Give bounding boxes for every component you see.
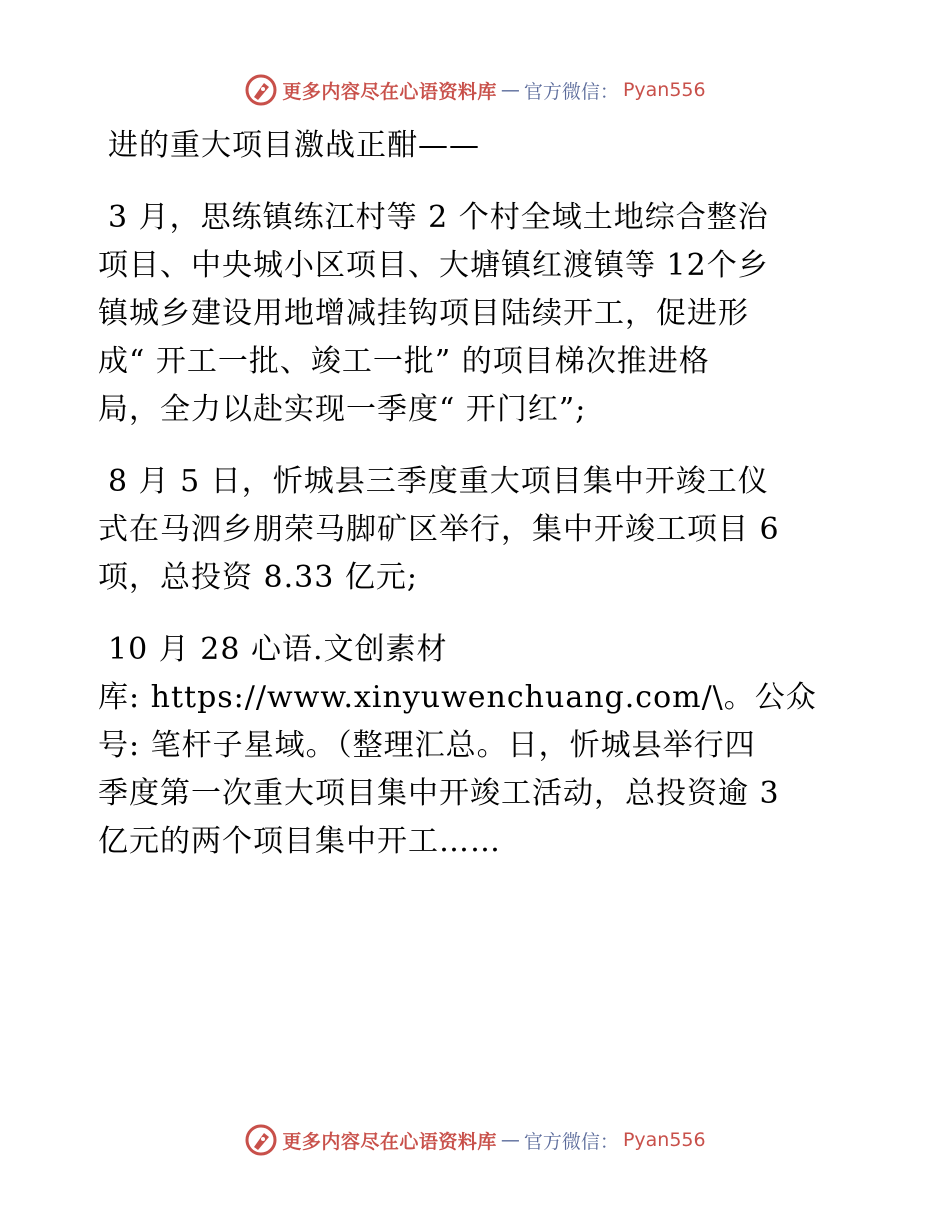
pen-nib-logo-icon [244,73,278,107]
paragraph-4-line-3: 号: 笔杆子星域。（整理汇总。日，忻城县举行四 [98,728,756,763]
watermark-brand: 更多内容尽在心语资料库 [282,1130,497,1153]
header-watermark [0,72,950,108]
footer-watermark [0,1122,950,1158]
paragraph-4-line-2: 库: https://www.xinyuwenchuang.com/\。公众 [98,680,817,715]
paragraph-1-line-1: 进的重大项目激战正酣—— [108,128,480,163]
paragraph-2-line-2: 项目、中央城小区项目、大塘镇红渡镇等 12个乡 [98,248,769,283]
watermark-wechat-id: Pyan556 [622,1129,706,1151]
paragraph-3-line-2: 式在马泗乡朋荣马脚矿区举行，集中开竣工项目 6 [98,512,780,547]
watermark-wechat-label: 官方微信： [523,80,619,103]
paragraph-2-line-1: 3 月，思练镇练江村等 2 个村全域土地综合整治 [108,200,769,235]
watermark-wechat-label: 官方微信： [523,1130,619,1153]
document-body [98,122,858,866]
paragraph-2-line-4: 成“ 开工一批、竣工一批” 的项目梯次推进格 [98,344,710,379]
paragraph-4-line-5: 亿元的两个项目集中开工…… [98,824,501,859]
paragraph-3-line-3: 项，总投资 8.33 亿元; [98,560,418,595]
paragraph-3-line-1: 8 月 5 日，忻城县三季度重大项目集中开竣工仪 [108,464,769,499]
paragraph-4-line-4: 季度第一次重大项目集中开竣工活动，总投资逾 3 [98,776,780,811]
watermark-brand: 更多内容尽在心语资料库 [282,80,497,103]
watermark-dash: — [500,79,520,101]
watermark-wechat-id: Pyan556 [622,79,706,101]
watermark-dash: — [500,1129,520,1151]
pen-nib-logo-icon [244,1123,278,1157]
paragraph-2-line-5: 局，全力以赴实现一季度“ 开门红”; [98,392,587,427]
paragraph-2-line-3: 镇城乡建设用地增减挂钩项目陆续开工，促进形 [98,296,749,331]
paragraph-4-line-1: 10 月 28 心语.文创素材 [108,632,448,667]
